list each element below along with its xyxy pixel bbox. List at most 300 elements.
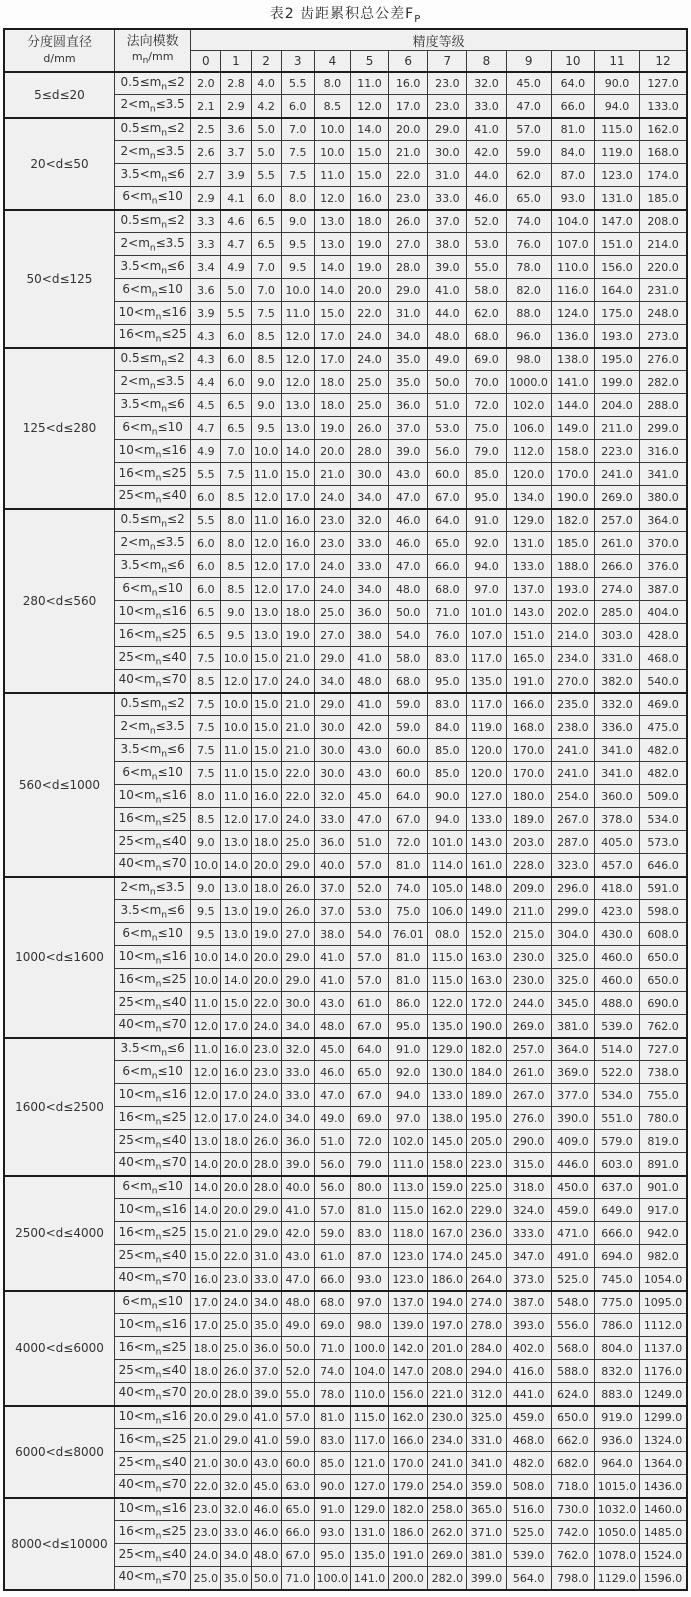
- tolerance-value-cell: 64.0: [551, 72, 594, 95]
- tolerance-value-cell: 32.0: [281, 1038, 314, 1061]
- tolerance-value-cell: 57.0: [506, 118, 551, 141]
- tolerance-value-cell: 80.0: [350, 1176, 388, 1199]
- tolerance-value-cell: 30.0: [314, 739, 350, 762]
- tolerance-value-cell: 66.0: [281, 1521, 314, 1544]
- tolerance-value-cell: 267.0: [551, 808, 594, 831]
- tolerance-value-cell: 299.0: [551, 900, 594, 923]
- tolerance-value-cell: 603.0: [594, 1153, 639, 1176]
- tolerance-value-cell: 148.0: [467, 877, 506, 900]
- grade-header-5: 5: [350, 51, 388, 72]
- module-range-cell: $2<m_n\le 3.5$: [114, 371, 190, 394]
- tolerance-value-cell: 13.0: [221, 900, 251, 923]
- tolerance-value-cell: 468.0: [640, 647, 687, 670]
- tolerance-value-cell: 11.0: [221, 739, 251, 762]
- tolerance-value-cell: 20.0: [251, 854, 281, 877]
- tolerance-value-cell: 1078.0: [594, 1544, 639, 1567]
- tolerance-value-cell: 18.0: [251, 831, 281, 854]
- tolerance-value-cell: 91.0: [314, 1498, 350, 1521]
- tolerance-value-cell: 9.0: [281, 210, 314, 233]
- tolerance-value-cell: 29.0: [281, 946, 314, 969]
- tolerance-value-cell: 254.0: [428, 1475, 467, 1498]
- tolerance-value-cell: 231.0: [640, 279, 687, 302]
- tolerance-value-cell: 52.0: [350, 877, 388, 900]
- tolerance-value-cell: 1596.0: [640, 1567, 687, 1590]
- tolerance-value-cell: 23.0: [251, 1038, 281, 1061]
- tolerance-value-cell: 41.0: [314, 969, 350, 992]
- tolerance-value-cell: 46.0: [251, 1521, 281, 1544]
- tolerance-value-cell: 10.0: [221, 716, 251, 739]
- tolerance-value-cell: 37.0: [314, 877, 350, 900]
- tolerance-value-cell: 228.0: [506, 854, 551, 877]
- tolerance-value-cell: 164.0: [594, 279, 639, 302]
- module-range-cell: $2<m_n\le 3.5$: [114, 877, 190, 900]
- tolerance-value-cell: 4.4: [191, 371, 221, 394]
- tolerance-value-cell: 450.0: [551, 1176, 594, 1199]
- tolerance-value-cell: 52.0: [281, 1360, 314, 1383]
- module-range-cell: $0.5\le m_n\le 2$: [114, 348, 190, 371]
- tolerance-value-cell: 8.0: [314, 72, 350, 95]
- tolerance-value-cell: 24.0: [251, 1084, 281, 1107]
- tolerance-value-cell: 107.0: [467, 624, 506, 647]
- tolerance-value-cell: 755.0: [640, 1084, 687, 1107]
- tolerance-value-cell: 409.0: [551, 1130, 594, 1153]
- diameter-range-cell: 4000<d≤6000: [4, 1291, 114, 1406]
- tolerance-value-cell: 12.0: [251, 486, 281, 509]
- tolerance-value-cell: 393.0: [506, 1314, 551, 1337]
- tolerance-value-cell: 13.0: [221, 923, 251, 946]
- module-range-cell: $40<m_n\le 70$: [114, 1383, 190, 1406]
- tolerance-value-cell: 588.0: [551, 1360, 594, 1383]
- tolerance-value-cell: 942.0: [640, 1222, 687, 1245]
- tolerance-value-cell: 84.0: [551, 141, 594, 164]
- tolerance-value-cell: 22.0: [251, 992, 281, 1015]
- tolerance-value-cell: 166.0: [506, 693, 551, 716]
- tolerance-value-cell: 133.0: [506, 555, 551, 578]
- tolerance-value-cell: 72.0: [389, 831, 428, 854]
- tolerance-value-cell: 34.0: [350, 486, 388, 509]
- tolerance-value-cell: 548.0: [551, 1291, 594, 1314]
- tolerance-value-cell: 35.0: [221, 1567, 251, 1590]
- tolerance-value-cell: 16.0: [221, 1038, 251, 1061]
- tolerance-value-cell: 27.0: [389, 233, 428, 256]
- tolerance-value-cell: 15.0: [191, 1245, 221, 1268]
- tolerance-value-cell: 37.0: [251, 1360, 281, 1383]
- tolerance-value-cell: 482.0: [640, 762, 687, 785]
- module-range-cell: $16<m_n\le 25$: [114, 1107, 190, 1130]
- tolerance-value-cell: 13.0: [191, 1130, 221, 1153]
- tolerance-value-cell: 21.0: [314, 463, 350, 486]
- tolerance-value-cell: 189.0: [467, 1084, 506, 1107]
- tolerance-value-cell: 284.0: [467, 1337, 506, 1360]
- tolerance-value-cell: 115.0: [428, 946, 467, 969]
- tolerance-value-cell: 53.0: [467, 233, 506, 256]
- tolerance-value-cell: 74.0: [389, 877, 428, 900]
- tolerance-value-cell: 18.0: [314, 394, 350, 417]
- tolerance-value-cell: 48.0: [314, 1015, 350, 1038]
- tolerance-value-cell: 158.0: [551, 440, 594, 463]
- tolerance-value-cell: 11.0: [281, 302, 314, 325]
- tolerance-value-cell: 12.0: [191, 1107, 221, 1130]
- tolerance-value-cell: 891.0: [640, 1153, 687, 1176]
- tolerance-value-cell: 19.0: [350, 233, 388, 256]
- tolerance-value-cell: 163.0: [467, 969, 506, 992]
- tolerance-value-cell: 85.0: [467, 463, 506, 486]
- tolerance-value-cell: 214.0: [551, 624, 594, 647]
- tolerance-value-cell: 162.0: [389, 1406, 428, 1429]
- tolerance-value-cell: 267.0: [506, 1084, 551, 1107]
- tolerance-value-cell: 81.0: [314, 1406, 350, 1429]
- tolerance-value-cell: 244.0: [506, 992, 551, 1015]
- tolerance-value-cell: 100.0: [314, 1567, 350, 1590]
- tolerance-value-cell: 324.0: [506, 1199, 551, 1222]
- tolerance-value-cell: 23.0: [314, 509, 350, 532]
- tolerance-value-cell: 191.0: [389, 1544, 428, 1567]
- tolerance-value-cell: 33.0: [281, 1084, 314, 1107]
- tolerance-value-cell: 5.0: [251, 141, 281, 164]
- tolerance-value-cell: 15.0: [251, 739, 281, 762]
- tolerance-value-cell: 9.0: [221, 601, 251, 624]
- diameter-range-cell: 5≤d≤20: [4, 72, 114, 118]
- table-row: [4, 509, 687, 532]
- tolerance-value-cell: 13.0: [314, 233, 350, 256]
- tolerance-value-cell: 68.0: [428, 578, 467, 601]
- tolerance-value-cell: 20.0: [350, 279, 388, 302]
- tolerance-value-cell: 12.0: [221, 670, 251, 693]
- tolerance-value-cell: 137.0: [506, 578, 551, 601]
- tolerance-value-cell: 8.5: [221, 486, 251, 509]
- tolerance-value-cell: 120.0: [506, 463, 551, 486]
- tolerance-value-cell: 36.0: [389, 394, 428, 417]
- tolerance-value-cell: 43.0: [314, 992, 350, 1015]
- tolerance-value-cell: 15.0: [350, 141, 388, 164]
- tolerance-value-cell: 44.0: [467, 164, 506, 187]
- table-row: [4, 693, 687, 716]
- tolerance-value-cell: 32.0: [314, 785, 350, 808]
- tolerance-value-cell: 11.0: [221, 762, 251, 785]
- tolerance-value-cell: 8.5: [251, 348, 281, 371]
- tolerance-value-cell: 36.0: [281, 1130, 314, 1153]
- tolerance-value-cell: 35.0: [389, 371, 428, 394]
- tolerance-value-cell: 16.0: [221, 1061, 251, 1084]
- tolerance-value-cell: 378.0: [594, 808, 639, 831]
- tolerance-value-cell: 50.0: [281, 1337, 314, 1360]
- module-range-cell: $6<m_n\le 10$: [114, 1061, 190, 1084]
- tolerance-value-cell: 18.0: [221, 1130, 251, 1153]
- module-range-cell: $6<m_n\le 10$: [114, 762, 190, 785]
- tolerance-value-cell: 87.0: [551, 164, 594, 187]
- tolerance-value-cell: 12.0: [251, 578, 281, 601]
- tolerance-value-cell: 883.0: [594, 1383, 639, 1406]
- tolerance-value-cell: 3.4: [191, 256, 221, 279]
- tolerance-value-cell: 17.0: [251, 670, 281, 693]
- module-range-cell: $0.5\le m_n\le 2$: [114, 210, 190, 233]
- tolerance-value-cell: 24.0: [350, 348, 388, 371]
- tolerance-value-cell: 203.0: [506, 831, 551, 854]
- diameter-range-cell: 125<d≤280: [4, 348, 114, 509]
- tolerance-value-cell: 482.0: [506, 1452, 551, 1475]
- tolerance-value-cell: 446.0: [551, 1153, 594, 1176]
- tolerance-value-cell: 13.0: [221, 831, 251, 854]
- tolerance-value-cell: 51.0: [428, 394, 467, 417]
- tolerance-value-cell: 159.0: [428, 1176, 467, 1199]
- tolerance-value-cell: 14.0: [314, 279, 350, 302]
- tolerance-value-cell: 34.0: [314, 670, 350, 693]
- tolerance-value-cell: 29.0: [281, 969, 314, 992]
- tolerance-value-cell: 468.0: [506, 1429, 551, 1452]
- tolerance-value-cell: 347.0: [506, 1245, 551, 1268]
- tolerance-value-cell: 182.0: [467, 1038, 506, 1061]
- tolerance-value-cell: 133.0: [640, 95, 687, 118]
- tolerance-value-cell: 26.0: [251, 1130, 281, 1153]
- tolerance-value-cell: 23.0: [428, 95, 467, 118]
- tolerance-value-cell: 270.0: [551, 670, 594, 693]
- tolerance-value-cell: 19.0: [251, 900, 281, 923]
- tolerance-value-cell: 61.0: [314, 1245, 350, 1268]
- tolerance-value-cell: 64.0: [428, 509, 467, 532]
- tolerance-value-cell: 59.0: [281, 1429, 314, 1452]
- tolerance-value-cell: 459.0: [506, 1406, 551, 1429]
- tolerance-value-cell: 10.0: [251, 440, 281, 463]
- tolerance-value-cell: 42.0: [467, 141, 506, 164]
- tolerance-value-cell: 25.0: [314, 601, 350, 624]
- tolerance-value-cell: 325.0: [551, 969, 594, 992]
- tolerance-value-cell: 9.5: [191, 900, 221, 923]
- tolerance-value-cell: 104.0: [350, 1360, 388, 1383]
- tolerance-value-cell: 31.0: [428, 164, 467, 187]
- tolerance-value-cell: 133.0: [428, 1084, 467, 1107]
- tolerance-value-cell: 6.0: [191, 578, 221, 601]
- tolerance-value-cell: 10.0: [191, 946, 221, 969]
- diameter-range-cell: 280<d≤560: [4, 509, 114, 693]
- tolerance-value-cell: 41.0: [251, 1429, 281, 1452]
- tolerance-value-cell: 14.0: [281, 440, 314, 463]
- tolerance-value-cell: 1364.0: [640, 1452, 687, 1475]
- tolerance-value-cell: 7.5: [251, 302, 281, 325]
- tolerance-value-cell: 402.0: [506, 1337, 551, 1360]
- table-row: [4, 1291, 687, 1314]
- tolerance-value-cell: 525.0: [551, 1268, 594, 1291]
- tolerance-value-cell: 1249.0: [640, 1383, 687, 1406]
- tolerance-value-cell: 170.0: [506, 762, 551, 785]
- tolerance-value-cell: 59.0: [389, 716, 428, 739]
- module-range-cell: $10<m_n\le 16$: [114, 785, 190, 808]
- tolerance-value-cell: 95.0: [467, 486, 506, 509]
- grade-header-0: 0: [191, 51, 221, 72]
- tolerance-value-cell: 662.0: [551, 1429, 594, 1452]
- tolerance-value-cell: 49.0: [314, 1107, 350, 1130]
- tolerance-value-cell: 209.0: [506, 877, 551, 900]
- tolerance-value-cell: 48.0: [428, 325, 467, 348]
- tolerance-value-cell: 19.0: [251, 923, 281, 946]
- tolerance-value-cell: 191.0: [506, 670, 551, 693]
- tolerance-value-cell: 2.1: [191, 95, 221, 118]
- tolerance-value-cell: 564.0: [506, 1567, 551, 1590]
- tolerance-value-cell: 72.0: [350, 1130, 388, 1153]
- tolerance-value-cell: 93.0: [551, 187, 594, 210]
- tolerance-value-cell: 26.0: [281, 877, 314, 900]
- tolerance-value-cell: 12.0: [281, 325, 314, 348]
- module-range-cell: $3.5<m_n\le 6$: [114, 256, 190, 279]
- diameter-range-cell: 8000<d≤10000: [4, 1498, 114, 1590]
- tolerance-value-cell: 65.0: [428, 532, 467, 555]
- tolerance-value-cell: 287.0: [551, 831, 594, 854]
- tolerance-value-cell: 133.0: [467, 808, 506, 831]
- tolerance-value-cell: 47.0: [281, 1268, 314, 1291]
- tolerance-value-cell: 11.0: [251, 509, 281, 532]
- tolerance-value-cell: 28.0: [251, 1153, 281, 1176]
- tolerance-value-cell: 5.0: [251, 118, 281, 141]
- tolerance-value-cell: 381.0: [551, 1015, 594, 1038]
- tolerance-value-cell: 79.0: [350, 1153, 388, 1176]
- tolerance-value-cell: 182.0: [389, 1498, 428, 1521]
- tolerance-value-cell: 49.0: [281, 1314, 314, 1337]
- tolerance-value-cell: 650.0: [640, 946, 687, 969]
- tolerance-value-cell: 81.0: [350, 1199, 388, 1222]
- tolerance-value-cell: 274.0: [594, 578, 639, 601]
- tolerance-value-cell: 261.0: [594, 532, 639, 555]
- tolerance-value-cell: 299.0: [640, 417, 687, 440]
- tolerance-value-cell: 28.0: [350, 440, 388, 463]
- tolerance-value-cell: 17.0: [281, 578, 314, 601]
- tolerance-value-cell: 194.0: [428, 1291, 467, 1314]
- tolerance-value-cell: 6.0: [221, 348, 251, 371]
- tolerance-value-cell: 264.0: [467, 1268, 506, 1291]
- tolerance-value-cell: 31.0: [251, 1245, 281, 1268]
- tolerance-value-cell: 2.6: [191, 141, 221, 164]
- tolerance-value-cell: 4.3: [191, 325, 221, 348]
- tolerance-value-cell: 129.0: [506, 509, 551, 532]
- tolerance-value-cell: 29.0: [314, 647, 350, 670]
- module-range-cell: $25<m_n\le 40$: [114, 992, 190, 1015]
- tolerance-value-cell: 123.0: [389, 1245, 428, 1268]
- tolerance-value-cell: 175.0: [594, 302, 639, 325]
- tolerance-value-cell: 6.5: [191, 601, 221, 624]
- tolerance-value-cell: 118.0: [389, 1222, 428, 1245]
- tolerance-value-cell: 3.6: [221, 118, 251, 141]
- tolerance-value-cell: 364.0: [551, 1038, 594, 1061]
- tolerance-value-cell: 230.0: [506, 946, 551, 969]
- tolerance-value-cell: 12.0: [191, 1084, 221, 1107]
- tolerance-value-cell: 14.0: [191, 1153, 221, 1176]
- tolerance-value-cell: 38.0: [428, 233, 467, 256]
- tolerance-value-cell: 135.0: [467, 670, 506, 693]
- tolerance-value-cell: 71.0: [428, 601, 467, 624]
- tolerance-value-cell: 24.0: [350, 325, 388, 348]
- tolerance-value-cell: 1299.0: [640, 1406, 687, 1429]
- tolerance-value-cell: 18.0: [191, 1337, 221, 1360]
- tolerance-value-cell: 1176.0: [640, 1360, 687, 1383]
- tolerance-value-cell: 376.0: [640, 555, 687, 578]
- module-range-cell: $16<m_n\le 25$: [114, 1222, 190, 1245]
- tolerance-value-cell: 166.0: [389, 1429, 428, 1452]
- tolerance-value-cell: 95.0: [389, 1015, 428, 1038]
- grade-header-6: 6: [389, 51, 428, 72]
- tolerance-value-cell: 269.0: [506, 1015, 551, 1038]
- tolerance-value-cell: 39.0: [281, 1153, 314, 1176]
- grade-header-2: 2: [251, 51, 281, 72]
- tolerance-value-cell: 238.0: [551, 716, 594, 739]
- tolerance-value-cell: 762.0: [640, 1015, 687, 1038]
- tolerance-value-cell: 18.0: [191, 1360, 221, 1383]
- tolerance-value-cell: 341.0: [594, 762, 639, 785]
- tolerance-value-cell: 12.0: [281, 348, 314, 371]
- tolerance-value-cell: 4.2: [251, 95, 281, 118]
- tolerance-value-cell: 11.0: [350, 72, 388, 95]
- tolerance-value-cell: 42.0: [281, 1222, 314, 1245]
- tolerance-value-cell: 37.0: [389, 417, 428, 440]
- tolerance-value-cell: 101.0: [428, 831, 467, 854]
- tolerance-value-cell: 568.0: [551, 1337, 594, 1360]
- tolerance-value-cell: 3.7: [221, 141, 251, 164]
- module-range-cell: $10<m_n\le 16$: [114, 1199, 190, 1222]
- tolerance-value-cell: 21.0: [281, 647, 314, 670]
- tolerance-value-cell: 6.0: [191, 555, 221, 578]
- tolerance-value-cell: 97.0: [389, 1107, 428, 1130]
- tolerance-value-cell: 29.0: [389, 279, 428, 302]
- tolerance-value-cell: 32.0: [221, 1475, 251, 1498]
- tolerance-value-cell: 30.0: [314, 762, 350, 785]
- tolerance-value-cell: 168.0: [506, 716, 551, 739]
- tolerance-value-cell: 98.0: [350, 1314, 388, 1337]
- tolerance-value-cell: 60.0: [428, 463, 467, 486]
- tolerance-value-cell: 12.0: [251, 555, 281, 578]
- table-row: [4, 1176, 687, 1199]
- tolerance-value-cell: 8.5: [191, 670, 221, 693]
- tolerance-value-cell: 16.0: [350, 187, 388, 210]
- tolerance-value-cell: 70.0: [467, 371, 506, 394]
- tolerance-value-cell: 21.0: [281, 693, 314, 716]
- tolerance-value-cell: 7.5: [221, 463, 251, 486]
- tolerance-value-cell: 8.5: [221, 578, 251, 601]
- tolerance-value-cell: 84.0: [428, 716, 467, 739]
- tolerance-value-cell: 141.0: [350, 1567, 388, 1590]
- tolerance-value-cell: 17.0: [314, 348, 350, 371]
- tolerance-value-cell: 24.0: [191, 1544, 221, 1567]
- tolerance-value-cell: 46.0: [251, 1498, 281, 1521]
- tolerance-value-cell: 76.01: [389, 923, 428, 946]
- tolerance-value-cell: 666.0: [594, 1222, 639, 1245]
- tolerance-value-cell: 241.0: [551, 762, 594, 785]
- tolerance-value-cell: 12.0: [314, 187, 350, 210]
- grade-header-4: 4: [314, 51, 350, 72]
- tolerance-value-cell: 50.0: [389, 601, 428, 624]
- module-range-cell: $16<m_n\le 25$: [114, 1429, 190, 1452]
- tolerance-value-cell: 135.0: [428, 1015, 467, 1038]
- tolerance-value-cell: 98.0: [506, 348, 551, 371]
- table-row: [4, 1038, 687, 1061]
- tolerance-value-cell: 6.5: [191, 624, 221, 647]
- tolerance-value-cell: 475.0: [640, 716, 687, 739]
- tolerance-value-cell: 718.0: [551, 1475, 594, 1498]
- tolerance-value-cell: 1129.0: [594, 1567, 639, 1590]
- tolerance-value-cell: 92.0: [389, 1061, 428, 1084]
- tolerance-value-cell: 370.0: [640, 532, 687, 555]
- tolerance-value-cell: 7.0: [221, 440, 251, 463]
- tolerance-value-cell: 24.0: [281, 670, 314, 693]
- tolerance-value-cell: 43.0: [350, 739, 388, 762]
- tolerance-value-cell: 365.0: [467, 1498, 506, 1521]
- tolerance-value-cell: 106.0: [506, 417, 551, 440]
- tolerance-value-cell: 76.0: [428, 624, 467, 647]
- tolerance-value-cell: 964.0: [594, 1452, 639, 1475]
- tolerance-value-cell: 149.0: [467, 900, 506, 923]
- tolerance-value-cell: 230.0: [506, 969, 551, 992]
- tolerance-value-cell: 276.0: [640, 348, 687, 371]
- tolerance-value-cell: 24.0: [314, 486, 350, 509]
- tolerance-value-cell: 214.0: [640, 233, 687, 256]
- module-range-cell: $10<m_n\le 16$: [114, 1406, 190, 1429]
- tolerance-value-cell: 30.0: [428, 141, 467, 164]
